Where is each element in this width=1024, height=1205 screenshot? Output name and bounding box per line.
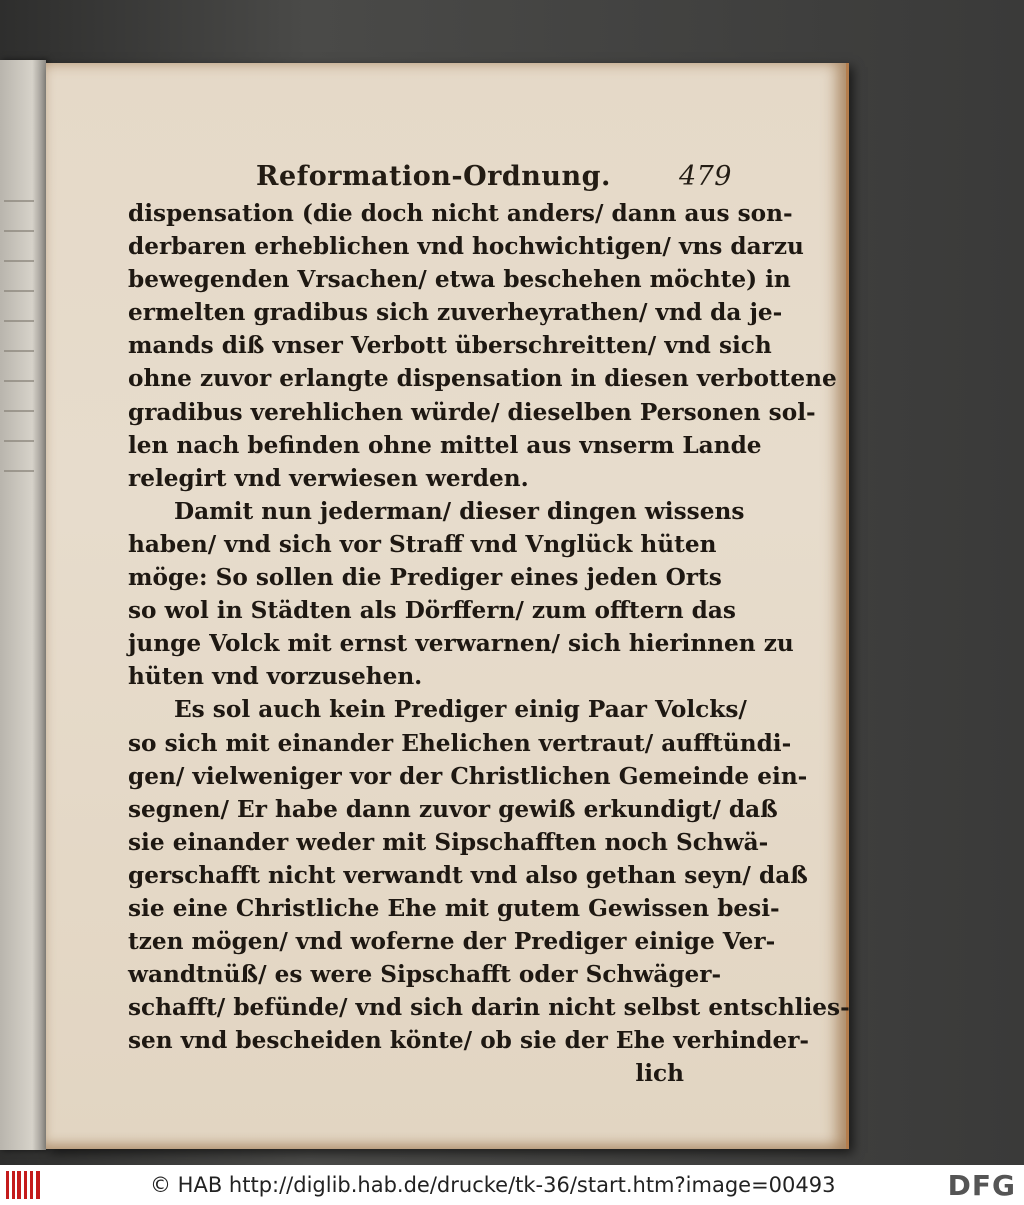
hab-barcode-logo-icon <box>6 1171 42 1199</box>
text-line: ohne zuvor erlangte dispensation in diesen verbottene <box>128 365 837 393</box>
text-line: bewegenden Vrsachen/ etwa beschehen möchte) in <box>128 266 791 294</box>
previous-page-edge <box>0 60 46 1150</box>
text-line: Es sol auch kein Prediger einig Paar Volcks/ <box>174 696 747 724</box>
text-line: relegirt vnd verwiesen werden. <box>128 464 529 492</box>
text-line: haben/ vnd sich vor Straff vnd Vnglück hüten <box>128 530 717 558</box>
text-line: gradibus verehlichen würde/ dieselben Personen sol- <box>128 398 816 426</box>
text-line: sen vnd bescheiden könte/ ob sie der Ehe verhinder- <box>128 1027 810 1055</box>
footer-bar <box>0 1165 1024 1205</box>
text-line: mands diß vnser Verbott überschreitten/ vnd sich <box>128 332 772 360</box>
text-line: sie eine Christliche Ehe mit gutem Gewissen besi- <box>128 894 780 922</box>
text-line: segnen/ Er habe dann zuvor gewiß erkundigt/ daß <box>128 795 778 823</box>
catchword: lich <box>635 1060 684 1088</box>
text-line: gerschafft nicht verwandt vnd also gethan seyn/ daß <box>128 861 808 889</box>
text-line: sie einander weder mit Sipschafften noch Schwä- <box>128 828 769 856</box>
dfg-logo: DFG <box>947 1169 1016 1202</box>
body-text <box>128 197 850 1091</box>
text-line: dispensation (die doch nicht anders/ dann aus son- <box>128 200 793 227</box>
text-line: so wol in Städten als Dörffern/ zum offtern das <box>128 597 736 625</box>
text-line: so sich mit einander Ehelichen vertraut/ aufftündi- <box>128 729 792 757</box>
text-line: hüten vnd vorzusehen. <box>128 663 423 691</box>
text-line: ermelten gradibus sich zuverheyrathen/ vnd da je- <box>128 299 783 327</box>
text-line: tzen mögen/ vnd woferne der Prediger einige Ver- <box>128 928 776 956</box>
text-line: derbaren erheblichen vnd hochwichtigen/ vns darzu <box>128 233 804 261</box>
text-line: wandtnüß/ es were Sipschafft oder Schwäger- <box>128 961 722 989</box>
running-head-title: Reformation-Ordnung. <box>256 161 611 192</box>
text-line: gen/ vielweniger vor der Christlichen Gemeinde ein- <box>128 762 808 790</box>
page-number: 479 <box>678 161 732 192</box>
text-line: schafft/ befünde/ vnd sich darin nicht selbst entschlies- <box>128 994 850 1022</box>
text-line: len nach befinden ohne mittel aus vnserm Lande <box>128 431 762 459</box>
copyright-url[interactable]: © HAB http://diglib.hab.de/drucke/tk-36/start.htm?image=00493 <box>150 1173 836 1197</box>
book-page <box>46 63 849 1149</box>
text-line: möge: So sollen die Prediger eines jeden Orts <box>128 564 722 592</box>
text-line: junge Volck mit ernst verwarnen/ sich hierinnen zu <box>128 630 794 658</box>
text-line: Damit nun jederman/ dieser dingen wissens <box>174 497 745 525</box>
running-header <box>256 161 732 192</box>
